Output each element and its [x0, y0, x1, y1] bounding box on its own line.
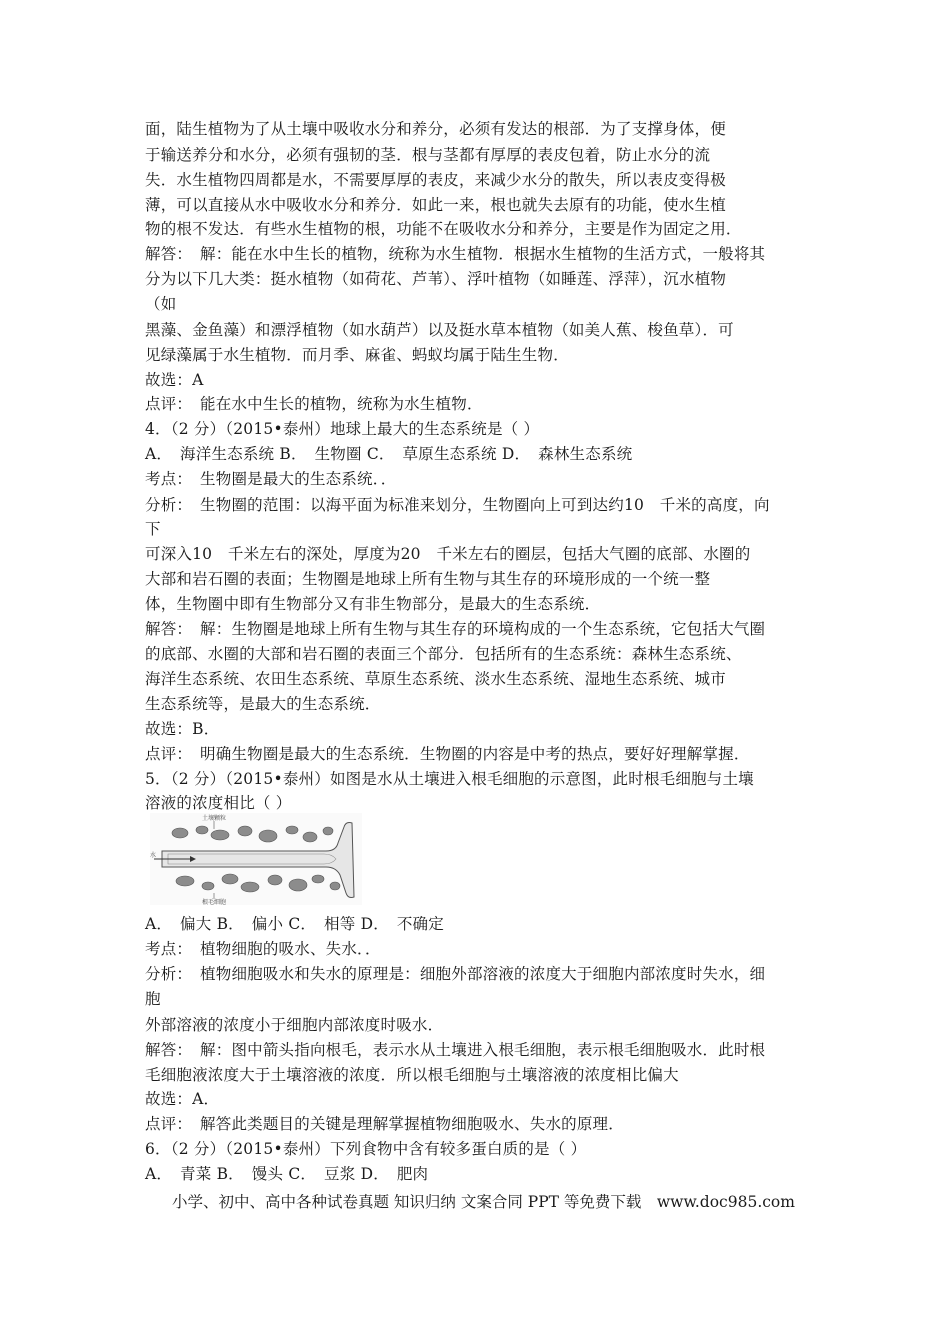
text-line: 物的根不发达．有些水生植物的根，功能不在吸收水分和养分，主要是作为固定之用．: [145, 220, 742, 238]
text-line: 分析： 植物细胞吸水和失水的原理是：细胞外部溶液的浓度大于细胞内部浓度时失水，细: [145, 965, 766, 983]
text-line: 故选：B．: [145, 720, 220, 738]
text-line: 见绿藻属于水生植物．而月季、麻雀、蚂蚁均属于陆生生物．: [145, 346, 569, 364]
text-line: 的底部、水圈的大部和岩石圈的表面三个部分．包括所有的生态系统：森林生态系统、: [145, 645, 742, 663]
text-line: 分为以下几大类：挺水植物（如荷花、芦苇）、浮叶植物（如睡莲、浮萍），沉水植物: [145, 270, 727, 288]
question-6-options: A． 青菜 B． 馒头 C． 豆浆 D． 肥肉: [145, 1165, 429, 1183]
text-line: 胞: [145, 990, 161, 1008]
text-line: 薄，可以直接从水中吸收水分和养分．如此一来，根也就失去原有的功能，使水生植: [145, 196, 726, 214]
text-line: 点评： 解答此类题目的关键是理解掌握植物细胞吸水、失水的原理．: [145, 1115, 624, 1133]
text-line: 解答： 解：生物圈是地球上所有生物与其生存的环境构成的一个生态系统，它包括大气圈: [145, 620, 766, 638]
question-5-stem: 5．（2 分）（2015•泰州）如图是水从土壤进入根毛细胞的示意图，此时根毛细胞与土壤: [145, 770, 754, 788]
diagram-label-water: 水: [150, 852, 157, 859]
text-line: 黑藻、金鱼藻）和漂浮植物（如水葫芦）以及挺水草本植物（如美人蕉、梭鱼草）．可: [145, 321, 734, 339]
text-line: 考点： 植物细胞的吸水、失水．．: [145, 940, 381, 958]
text-line: 解答： 解：图中箭头指向根毛，表示水从土壤进入根毛细胞，表示根毛细胞吸水．此时根: [145, 1041, 766, 1059]
text-line: 下: [145, 520, 161, 538]
text-line: （如: [145, 295, 177, 313]
text-line: 于输送养分和水分，必须有强韧的茎．根与茎都有厚厚的表皮包着，防止水分的流: [145, 146, 711, 164]
text-line: 点评： 明确生物圈是最大的生态系统．生物圈的内容是中考的热点，要好好理解掌握．: [145, 745, 750, 763]
text-line: 考点： 生物圈是最大的生态系统．．: [145, 470, 397, 488]
text-line: 毛细胞液浓度大于土壤溶液的浓度．所以根毛细胞与土壤溶液的浓度相比偏大: [145, 1066, 679, 1084]
text-line: 故选：A: [145, 371, 204, 389]
question-5-stem-cont: 溶液的浓度相比（ ）: [145, 794, 292, 812]
text-line: 可深入10 千米左右的深处，厚度为20 千米左右的圈层，包括大气圈的底部、水圈的: [145, 545, 751, 563]
text-line: 解答： 解：能在水中生长的植物，统称为水生植物．根据水生植物的生活方式，一般将其: [145, 245, 766, 263]
text-line: 外部溶液的浓度小于细胞内部浓度时吸水．: [145, 1016, 444, 1034]
text-line: 故选：A．: [145, 1090, 220, 1108]
page-footer: 小学、初中、高中各种试卷真题 知识归纳 文案合同 PPT 等免费下载 www.doc985.com: [172, 1193, 795, 1211]
question-5-options: A． 偏大 B． 偏小 C． 相等 D． 不确定: [145, 915, 444, 933]
text-line: 生态系统等，是最大的生态系统．: [145, 695, 381, 713]
diagram-label-root-hair: 根毛细胞: [202, 899, 227, 905]
text-line: 面，陆生植物为了从土壤中吸收水分和养分，必须有发达的根部．为了支撑身体，便: [145, 120, 726, 138]
text-line: 分析： 生物圈的范围：以海平面为标准来划分，生物圈向上可到达约10 千米的高度，向: [145, 496, 770, 514]
text-line: 点评： 能在水中生长的植物，统称为水生植物．: [145, 395, 483, 413]
text-line: 失．水生植物四周都是水，不需要厚厚的表皮，来减少水分的散失，所以表皮变得极: [145, 171, 726, 189]
question-4-options: A． 海洋生态系统 B． 生物圈 C． 草原生态系统 D． 森林生态系统: [145, 445, 633, 463]
text-line: 海洋生态系统、农田生态系统、草原生态系统、淡水生态系统、湿地生态系统、城市: [145, 670, 726, 688]
diagram-label-soil: 土壤颗粒: [202, 815, 227, 822]
text-line: 体，生物圈中即有生物部分又有非生物部分，是最大的生态系统．: [145, 595, 601, 613]
question-4-stem: 4．（2 分）（2015•泰州）地球上最大的生态系统是（ ）: [145, 420, 540, 438]
question-6-stem: 6．（2 分）（2015•泰州）下列食物中含有较多蛋白质的是（ ）: [145, 1140, 587, 1158]
root-hair-diagram: [150, 813, 362, 905]
text-line: 大部和岩石圈的表面；生物圈是地球上所有生物与其生存的环境形成的一个统一整: [145, 570, 711, 588]
